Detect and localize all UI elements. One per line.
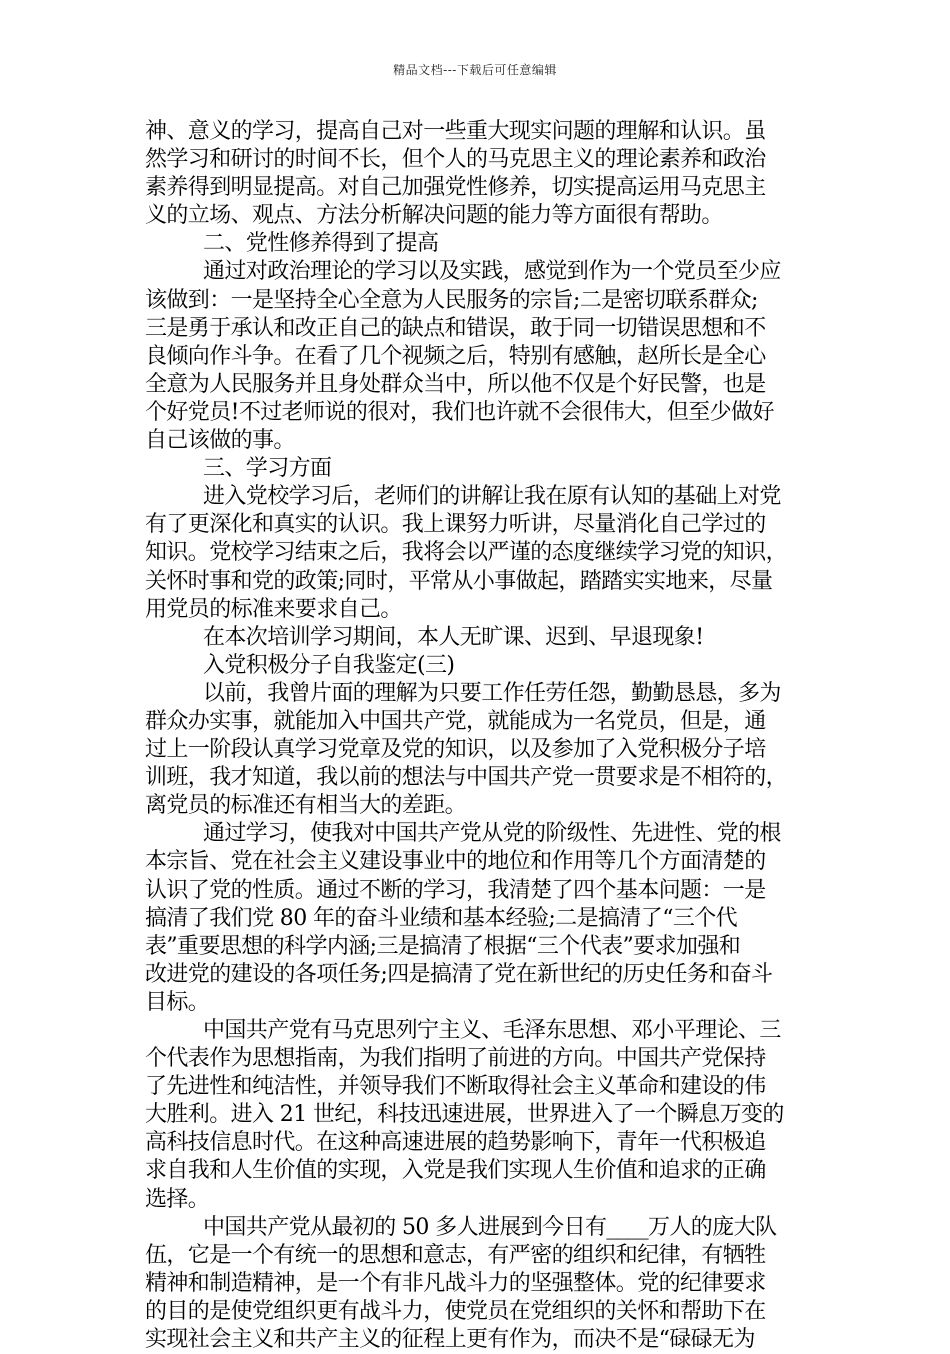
- text-line: 以前，我曾片面的理解为只要工作任劳任怨，勤勤恳恳，多为: [203, 680, 781, 706]
- document-body: [145, 118, 813, 1354]
- text-line: 离党员的标准还有相当大的差距。: [145, 793, 467, 819]
- text-line: 知识。党校学习结束之后，我将会以严谨的态度继续学习党的知识，: [145, 540, 788, 566]
- text-line: 三、学习方面: [203, 456, 332, 482]
- text-line: 目标。: [145, 989, 210, 1015]
- text-line: 三是勇于承认和改正自己的缺点和错误，敢于同一切错误思想和不: [145, 315, 766, 341]
- text-line: 群众办实事，就能加入中国共产党，就能成为一名党员，但是，通: [145, 708, 766, 734]
- text-line: 该做到：一是坚持全心全意为人民服务的宗旨;二是密切联系群众;: [145, 287, 758, 313]
- text-line: 个代表作为思想指南，为我们指明了前进的方向。中国共产党保持: [145, 1046, 766, 1072]
- text-line: 素养得到明显提高。对自己加强党性修养，切实提高运用马克思主: [145, 175, 766, 201]
- text-line: 个好党员!不过老师说的很对，我们也许就不会很伟大，但至少做好: [145, 399, 774, 425]
- text-line: 通过学习，使我对中国共产党从党的阶级性、先进性、党的根: [203, 821, 781, 847]
- text-line: 通过对政治理论的学习以及实践，感觉到作为一个党员至少应: [203, 259, 781, 285]
- text-line: 搞清了我们党 80 年的奋斗业绩和基本经验;二是搞清了“三个代: [145, 905, 738, 931]
- text-line: 大胜利。进入 21 世纪，科技迅速进展，世界进入了一个瞬息万变的: [145, 1102, 784, 1128]
- text-line: 有了更深化和真实的认识。我上课努力听讲，尽量消化自己学过的: [145, 512, 766, 538]
- text-line: 过上一阶段认真学习党章及党的知识，以及参加了入党积极分子培: [145, 737, 766, 763]
- text-line: 全意为人民服务并且身处群众当中，所以他不仅是个好民警，也是: [145, 371, 766, 397]
- text-line: 求自我和人生价值的实现，入党是我们实现人生价值和追求的正确: [145, 1158, 766, 1184]
- text-line: 的目的是使党组织更有战斗力，使党员在党组织的关怀和帮助下在: [145, 1298, 766, 1324]
- text-line: 中国共产党有马克思列宁主义、毛泽东思想、邓小平理论、三: [203, 1018, 781, 1043]
- text-line: 认识了党的性质。通过不断的学习，我清楚了四个基本问题：一是: [145, 877, 766, 903]
- text-line: 然学习和研讨的时间不长，但个人的马克思主义的理论素养和政治: [145, 147, 766, 173]
- text-line: 了先进性和纯洁性，并领导我们不断取得社会主义革命和建设的伟: [145, 1074, 766, 1100]
- text-line: 关怀时事和党的政策;同时，平常从小事做起，踏踏实实地来，尽量: [145, 568, 773, 594]
- text-line: 伍，它是一个有统一的思想和意志，有严密的组织和纪律，有牺牲: [145, 1242, 766, 1268]
- text-line: 用党员的标准来要求自己。: [145, 596, 402, 622]
- page-header: 精品文档---下载后可任意编辑: [393, 63, 557, 77]
- text-line: 良倾向作斗争。在看了几个视频之后，特别有感触，赵所长是全心: [145, 343, 766, 369]
- text-line: 表”重要思想的科学内涵;三是搞清了根据“三个代表”要求加强和: [145, 933, 741, 959]
- text-line: 义的立场、观点、方法分析解决问题的能力等方面很有帮助。: [145, 203, 723, 229]
- text-line: 在本次培训学习期间，本人无旷课、迟到、早退现象!: [203, 624, 704, 650]
- text-line: 二、党性修养得到了提高: [203, 231, 439, 257]
- text-line: 选择。: [145, 1186, 210, 1212]
- text-line: 精神和制造精神，是一个有非凡战斗力的坚强整体。党的纪律要求: [145, 1270, 766, 1296]
- text-line: 高科技信息时代。在这种高速进展的趋势影响下，青年一代积极追: [145, 1130, 766, 1156]
- text-line: 实现社会主义和共产主义的征程上更有作为，而决不是“碌碌无为: [145, 1327, 755, 1353]
- text-line: 本宗旨、党在社会主义建设事业中的地位和作用等几个方面清楚的: [145, 849, 766, 875]
- text-line: 改进党的建设的各项任务;四是搞清了党在新世纪的历史任务和奋斗: [145, 961, 773, 987]
- text-line: 中国共产党从最初的 50 多人进展到今日有____万人的庞大队: [203, 1214, 777, 1240]
- text-line: 自己该做的事。: [145, 428, 295, 454]
- text-line: 神、意义的学习，提高自己对一些重大现实问题的理解和认识。虽: [145, 119, 766, 144]
- text-line: 进入党校学习后，老师们的讲解让我在原有认知的基础上对党: [203, 484, 781, 510]
- text-line: 入党积极分子自我鉴定(三): [203, 652, 455, 678]
- text-line: 训班，我才知道，我以前的想法与中国共产党一贯要求是不相符的，: [145, 765, 788, 791]
